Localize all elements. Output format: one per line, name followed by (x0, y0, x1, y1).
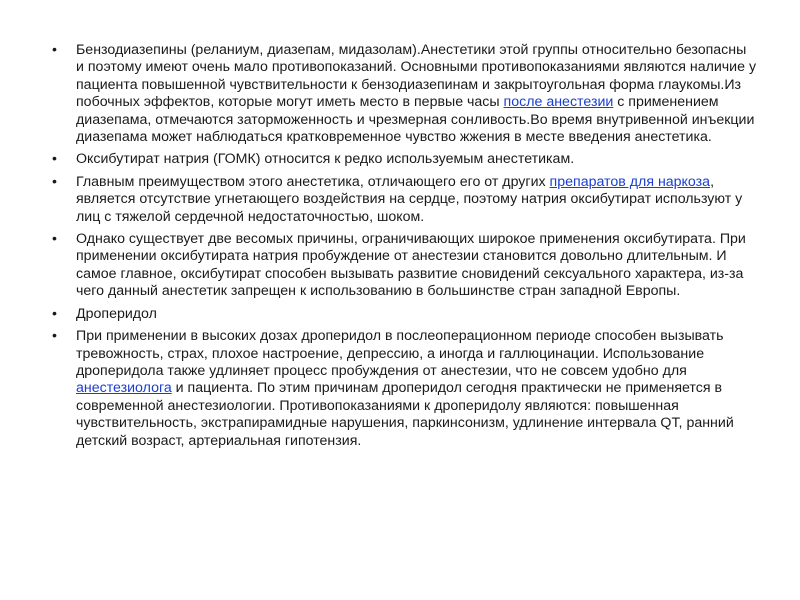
bullet-dot: • (52, 173, 57, 190)
bullet-item (52, 328, 757, 450)
bullet-dot: • (52, 305, 57, 322)
bullet-item (52, 42, 757, 146)
bullet-dot: • (52, 42, 57, 58)
bullet-text: При применении в высоких дозах дроперидол в послеоперационном периоде способен вызывать тревожность, страх, плохое настроение, депрессию, а иногда и галлюцинации. Использование дроперидола также удлиняет процесс пробуждения от анестезии, что не совсем удобно для (76, 328, 724, 379)
link-anesthesia-drugs[interactable]: препаратов для наркоза (549, 173, 711, 190)
bullet-list (52, 42, 757, 455)
bullet-text: Оксибутират натрия (ГОМК) относится к редко используемым анестетикам. (76, 151, 575, 168)
link-after-anesthesia[interactable]: после анестезии (503, 94, 614, 111)
bullet-text: Бензодиазепины (реланиум, диазепам, мидазолам).Анестетики этой группы относительно безопасны и поэтому имеют очень мало противопоказаний. Основными противопоказаниями являются наличие у пациента повышенной чувствительности к бензодиазепинам и закрытоугольная форма глаукомы.Из побочных эффектов, которые могут иметь место в первые часы (76, 42, 757, 111)
link-anesthesiologist[interactable]: анестезиолога (76, 380, 172, 397)
bullet-item (52, 231, 757, 301)
bullet-text: и пациента. По этим причинам дроперидол сегодня практически не применяется в современной анестезиологии. Противопоказаниями к дроперидолу являются: повышенная чувствительность, экстрапирамидные нарушения, паркинсонизм, удлинение интервала QT, ранний детский возраст, артериальная гипотензия. (76, 380, 734, 449)
bullet-dot: • (52, 151, 57, 168)
bullet-text: Однако существует две весомых причины, ограничивающих широкое применения оксибутирата. При применении оксибутирата натрия пробуждение от анестезии становится довольно длительным. И самое главное, оксибутират способен вызывать развитие сновидений сексуального характера, из-за чего данный анестетик запрещен к использованию в большинстве стран западной Европы. (76, 231, 746, 300)
bullet-text: с применением диазепама, отмечаются заторможенность и чрезмерная сонливость.Во время внутривенной инъекции диазепама может наблюдаться кратковременное чувство жжения в месте введения анестетика. (76, 94, 755, 146)
bullet-text: Дроперидол (76, 305, 157, 322)
bullet-item (52, 306, 757, 323)
bullet-item (52, 151, 757, 168)
bullet-text: Главным преимуществом этого анестетика, отличающего его от других (76, 173, 550, 190)
bullet-text: , является отсутствие угнетающего воздействия на сердце, поэтому натрия оксибутират используют у лиц с тяжелой сердечной недостаточностью, шоком. (76, 173, 743, 225)
bullet-dot: • (52, 328, 57, 345)
bullet-item (52, 174, 757, 226)
bullet-dot: • (52, 231, 57, 248)
